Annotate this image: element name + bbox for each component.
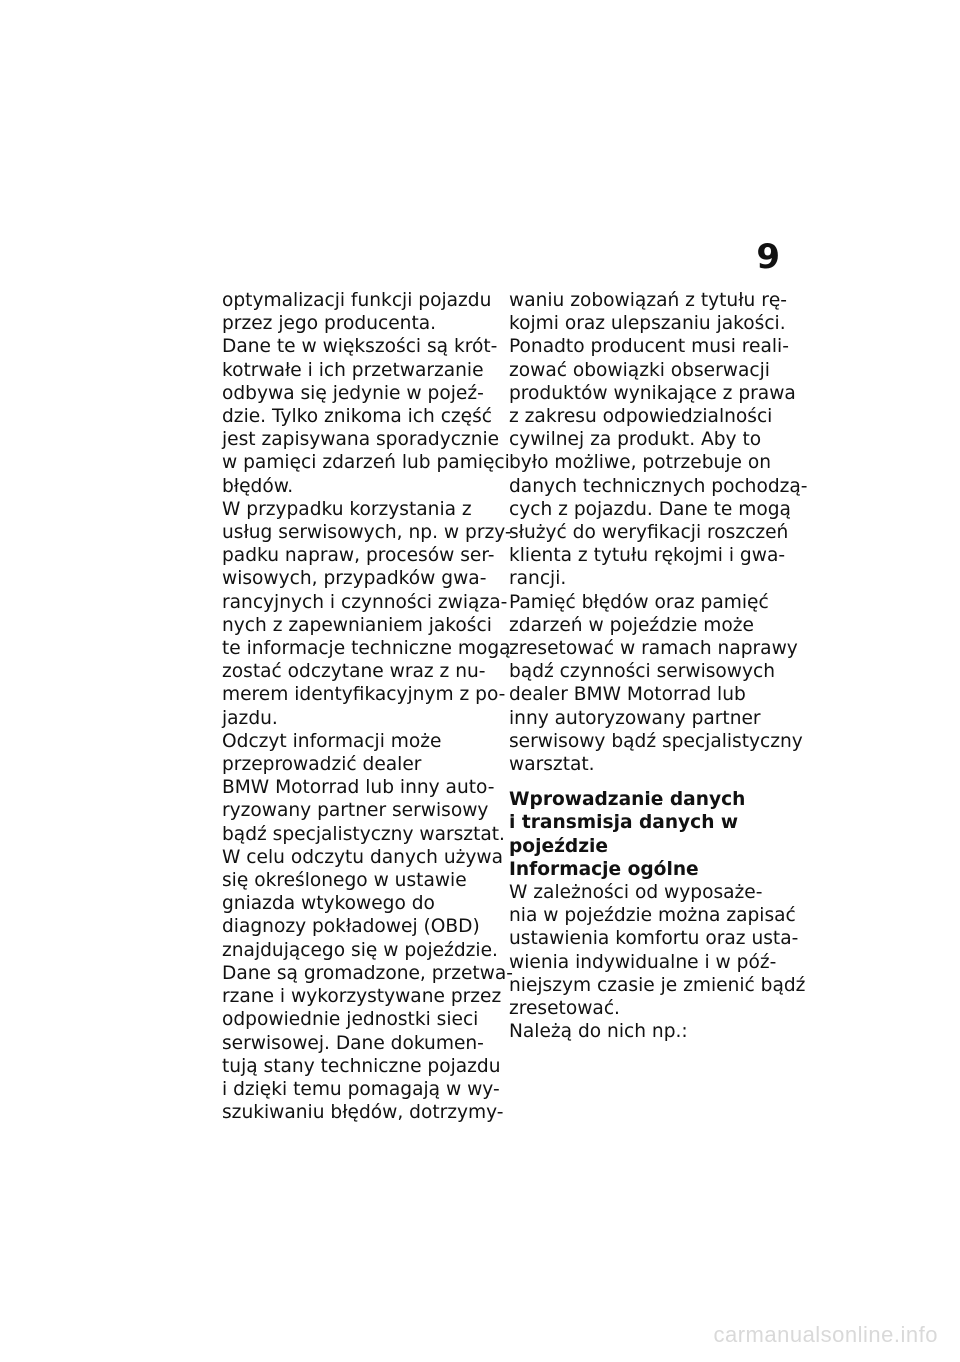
text-line: odpowiednie jednostki sieci (222, 1009, 479, 1031)
heading-line: pojeździe (509, 835, 609, 857)
text-line: dealer BMW Motorrad lub (509, 684, 746, 706)
text-line: danych technicznych pochodzą- (509, 475, 808, 497)
text-line: warsztat. (509, 754, 595, 776)
text-line: rancji. (509, 568, 567, 590)
text-line: Dane są gromadzone, przetwa- (222, 962, 513, 984)
text-line: zować obowiązki obserwacji (509, 359, 770, 381)
text-line: było możliwe, potrzebuje on (509, 452, 772, 474)
text-line: produktów wynikające z prawa (509, 382, 796, 404)
section-subheading: Informacje ogólne (509, 858, 699, 880)
text-line: ryzowany partner serwisowy (222, 800, 489, 822)
text-line: jest zapisywana sporadycznie (222, 429, 500, 451)
text-line: zostać odczytane wraz z nu- (222, 661, 486, 683)
text-line: i dzięki temu pomagają w wy- (222, 1078, 500, 1100)
text-line: te informacje techniczne mogą (222, 638, 511, 660)
text-line: się określonego w ustawie (222, 870, 467, 892)
watermark-text: carmanualsonline.info (713, 1322, 938, 1347)
text-line: bądź specjalistyczny warsztat. (222, 823, 505, 845)
text-line: nych z zapewnianiem jakości (222, 614, 492, 636)
text-line: niejszym czasie je zmienić bądź (509, 974, 806, 996)
section-heading (509, 788, 781, 858)
text-line: BMW Motorrad lub inny auto- (222, 777, 495, 799)
text-line: przeprowadzić dealer (222, 754, 422, 776)
text-line: kotrwałe i ich przetwarzanie (222, 359, 484, 381)
text-line: błędów. (222, 475, 294, 497)
text-line: gniazda wtykowego do (222, 893, 435, 915)
right-text-column (509, 289, 808, 1044)
text-line: diagnozy pokładowej (OBD) (222, 916, 480, 938)
text-line: W przypadku korzystania z (222, 498, 472, 520)
text-line: Pamięć błędów oraz pamięć (509, 591, 769, 613)
text-line: przez jego producenta. (222, 313, 437, 335)
text-line: cywilnej za produkt. Aby to (509, 429, 762, 451)
text-line: w pamięci zdarzeń lub pamięci (222, 452, 510, 474)
text-line: wisowych, przypadków gwa- (222, 568, 487, 590)
text-line: bądź czynności serwisowych (509, 661, 776, 683)
text-line: W celu odczytu danych używa (222, 846, 504, 868)
text-line: W zależności od wyposaże- (509, 882, 763, 904)
text-line: klienta z tytułu rękojmi i gwa- (509, 545, 786, 567)
text-line: waniu zobowiązań z tytułu rę- (509, 290, 787, 311)
text-line: szukiwaniu błędów, dotrzymy- (222, 1102, 504, 1124)
heading-line: Wprowadzanie danych (509, 789, 746, 811)
text-line: rancyjnych i czynności związa- (222, 591, 508, 613)
text-line: serwisowej. Dane dokumen- (222, 1032, 484, 1054)
text-line: kojmi oraz ulepszaniu jakości. (509, 313, 786, 335)
text-line: inny autoryzowany partner (509, 707, 761, 729)
text-line: Odczyt informacji może (222, 730, 442, 752)
text-line: wienia indywidualne i w póź- (509, 951, 777, 973)
page-number: 9 (756, 237, 780, 277)
text-line: dzie. Tylko znikoma ich część (222, 406, 493, 428)
text-line: Dane te w większości są krót- (222, 336, 498, 358)
text-line: odbywa się jedynie w pojeź- (222, 382, 484, 404)
text-line: z zakresu odpowiedzialności (509, 406, 773, 428)
left-text-column (222, 289, 513, 1124)
text-line: jazdu. (222, 707, 278, 729)
text-line: służyć do weryfikacji roszczeń (509, 522, 789, 544)
text-line: tują stany techniczne pojazdu (222, 1055, 501, 1077)
text-line: zdarzeń w pojeździe może (509, 614, 754, 636)
text-line: rzane i wykorzystywane przez (222, 986, 502, 1008)
text-line: serwisowy bądź specjalistyczny (509, 730, 803, 752)
text-line: zresetować w ramach naprawy (509, 638, 798, 660)
heading-line: i transmisja danych w (509, 812, 739, 834)
text-line: padku napraw, procesów ser- (222, 545, 495, 567)
text-line: nia w pojeździe można zapisać (509, 905, 796, 927)
text-line: Należą do nich np.: (509, 1021, 688, 1043)
text-line: Ponadto producent musi reali- (509, 336, 789, 358)
text-line: ustawienia komfortu oraz usta- (509, 928, 799, 950)
text-line: usług serwisowych, np. w przy- (222, 522, 512, 544)
text-line: cych z pojazdu. Dane te mogą (509, 498, 791, 520)
text-line: zresetować. (509, 998, 620, 1020)
text-line: merem identyfikacyjnym z po- (222, 684, 506, 706)
text-line: optymalizacji funkcji pojazdu (222, 290, 492, 311)
text-line: znajdującego się w pojeździe. (222, 939, 498, 961)
